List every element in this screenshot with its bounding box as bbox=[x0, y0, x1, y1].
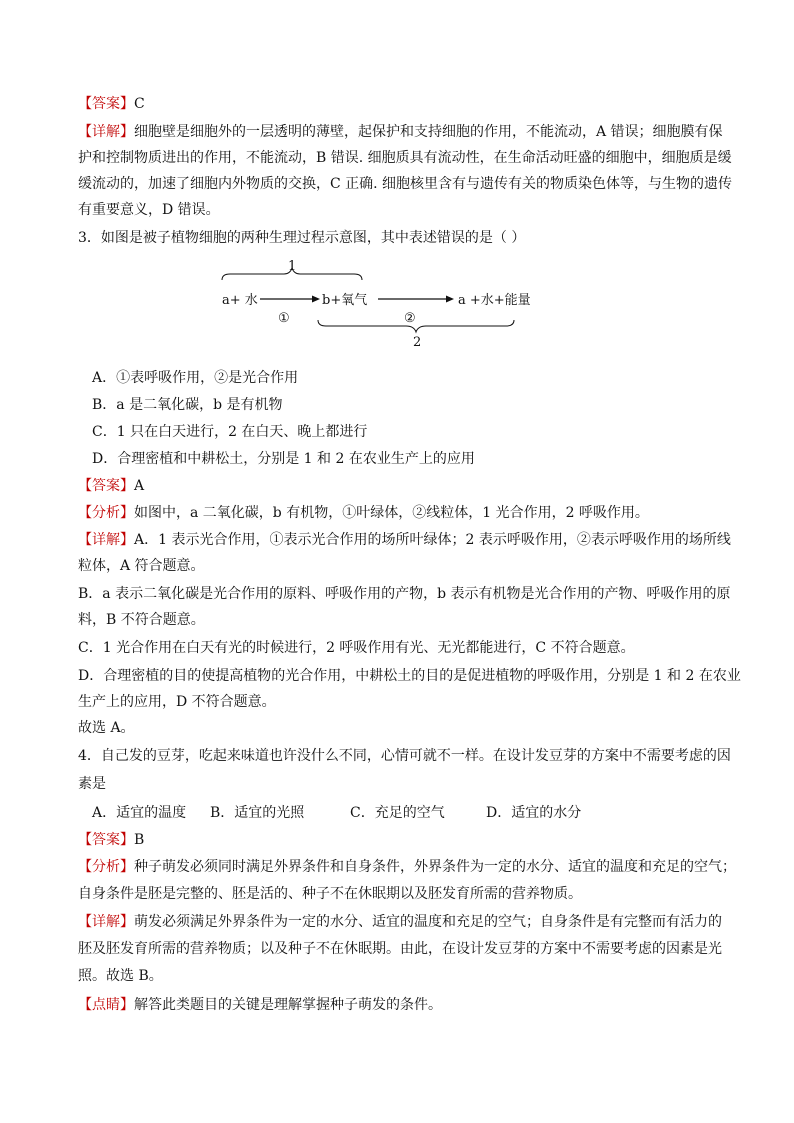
detail-tag: 【详解】 bbox=[78, 532, 134, 548]
q3-detail-line-4: 料，B 不符合题意。 bbox=[78, 612, 205, 628]
q3-detail-line-8: 故选 A。 bbox=[78, 720, 135, 736]
circle-2-label: ② bbox=[404, 311, 416, 326]
answer-value: C bbox=[134, 96, 145, 112]
arrow-1-head bbox=[312, 296, 320, 303]
q4-option-b: B．适宜的光照 bbox=[210, 805, 305, 821]
q2-detail-line-2: 护和控制物质进出的作用，不能流动，B 错误. 细胞质具有流动性，在生命活动旺盛的细胞中，细胞质是缓 bbox=[78, 150, 732, 166]
q3-stem: 3．如图是被子植物细胞的两种生理过程示意图，其中表述错误的是（ ） bbox=[78, 230, 526, 246]
q3-detail-line-7: 生产上的应用，D 不符合题意。 bbox=[78, 694, 276, 710]
detail-text: A．1 表示光合作用，①表示光合作用的场所叶绿体；2 表示呼吸作用，②表示呼吸作用的场所线 bbox=[134, 532, 731, 548]
point-text: 解答此类题目的关键是理解掌握种子萌发的条件。 bbox=[134, 997, 442, 1013]
point-tag: 【点睛】 bbox=[78, 997, 134, 1013]
diagram-label-2: 2 bbox=[413, 335, 422, 348]
q3-detail-line-6: D．合理密植的目的使提高植物的光合作用，中耕松土的目的是促进植物的呼吸作用，分别是 1 和 2 在农业 bbox=[78, 668, 741, 684]
q4-analysis-line-2: 自身条件是胚是完整的、胚是活的、种子不在休眠期以及胚发育所需的营养物质。 bbox=[78, 886, 582, 902]
diagram-left-term: a+ 水 bbox=[222, 293, 258, 308]
detail-text: 萌发必须满足外界条件为一定的水分、适宜的温度和充足的空气；自身条件是有完整而有活力的 bbox=[134, 914, 722, 930]
detail-tag: 【详解】 bbox=[78, 124, 134, 140]
q4-stem-line-2: 素是 bbox=[78, 776, 106, 792]
analysis-tag: 【分析】 bbox=[78, 505, 134, 521]
arrow-2-head bbox=[446, 296, 454, 303]
q4-option-c: C．充足的空气 bbox=[350, 805, 445, 821]
analysis-text: 种子萌发必须同时满足外界条件和自身条件，外界条件为一定的水分、适宜的温度和充足的空气； bbox=[134, 859, 736, 875]
answer-tag: 【答案】 bbox=[78, 478, 134, 494]
bottom-brace bbox=[318, 320, 514, 332]
detail-text: 细胞壁是细胞外的一层透明的薄壁，起保护和支持细胞的作用，不能流动，A 错误；细胞膜有保 bbox=[134, 124, 723, 140]
q2-detail-line-1 bbox=[78, 122, 728, 142]
q4-analysis-line-1 bbox=[78, 857, 736, 877]
q4-detail-line-2: 胚及胚发育所需的营养物质；以及种子不在休眠期。由此，在设计发豆芽的方案中不需要考虑的因素是光 bbox=[78, 941, 722, 957]
q2-detail-line-3: 缓流动的，加速了细胞内外物质的交换，C 正确. 细胞核里含有与遗传有关的物质染色体等，与生物的遗传 bbox=[78, 176, 733, 192]
q3-option-c: C．1 只在白天进行，2 在白天、晚上都进行 bbox=[92, 424, 368, 440]
answer-tag: 【答案】 bbox=[78, 832, 134, 848]
analysis-text: 如图中，a 二氧化碳，b 有机物，①叶绿体，②线粒体，1 光合作用，2 呼吸作用。 bbox=[134, 505, 649, 521]
diagram-label-1: 1 bbox=[288, 259, 297, 274]
circle-1-label: ① bbox=[278, 311, 290, 326]
q3-option-a: A．①表呼吸作用，②是光合作用 bbox=[92, 370, 299, 386]
q2-detail-line-4: 有重要意义，D 错误。 bbox=[78, 202, 220, 218]
q4-stem-line-1: 4．自己发的豆芽，吃起来味道也许没什么不同，心情可就不一样。在设计发豆芽的方案中不需要考虑的因 bbox=[78, 748, 731, 764]
q3-detail-line-3: B．a 表示二氧化碳是光合作用的原料、呼吸作用的产物，b 表示有机物是光合作用的产物、呼吸作用的原 bbox=[78, 586, 731, 602]
q4-answer-line bbox=[78, 830, 728, 850]
process-diagram bbox=[210, 256, 550, 348]
q3-detail-line-5: C．1 光合作用在白天有光的时候进行，2 呼吸作用有光、无光都能进行，C 不符合题意。 bbox=[78, 640, 635, 656]
q4-option-d: D．适宜的水分 bbox=[486, 805, 582, 821]
answer-tag: 【答案】 bbox=[78, 96, 134, 112]
analysis-tag: 【分析】 bbox=[78, 859, 134, 875]
q3-detail-line-1 bbox=[78, 530, 731, 550]
q4-option-a: A．适宜的温度 bbox=[92, 805, 187, 821]
q3-analysis-line bbox=[78, 503, 728, 523]
q2-answer-line bbox=[78, 94, 728, 114]
q4-detail-line-1 bbox=[78, 912, 728, 932]
q3-option-d: D．合理密植和中耕松土，分别是 1 和 2 在农业生产上的应用 bbox=[92, 451, 475, 467]
q3-detail-line-2: 粒体，A 符合题意。 bbox=[78, 558, 205, 574]
diagram-right-term: a +水+能量 bbox=[458, 293, 531, 308]
answer-value: B bbox=[134, 832, 145, 848]
q4-detail-line-3: 照。故选 B。 bbox=[78, 968, 163, 984]
q3-answer-line bbox=[78, 476, 728, 496]
q4-point-line bbox=[78, 995, 728, 1015]
answer-value: A bbox=[134, 478, 145, 494]
detail-tag: 【详解】 bbox=[78, 914, 134, 930]
q3-option-b: B．a 是二氧化碳，b 是有机物 bbox=[92, 397, 283, 413]
diagram-mid-term: b+氧气 bbox=[322, 293, 368, 308]
